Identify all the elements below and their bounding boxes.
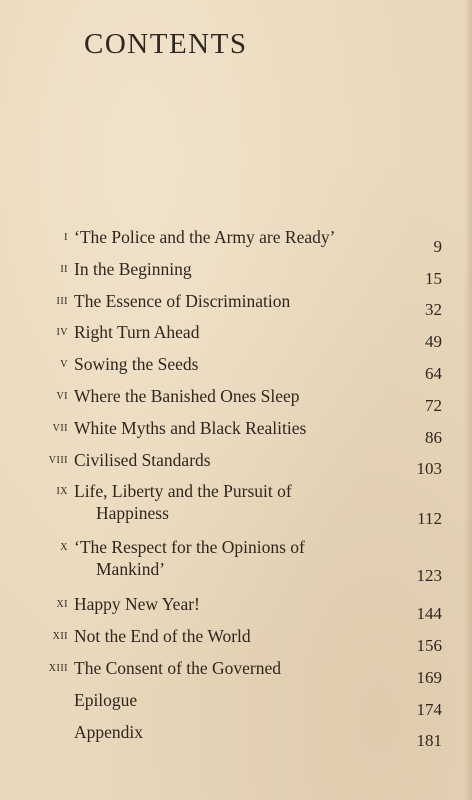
page-number: 49 bbox=[425, 332, 442, 352]
chapter-number: ii bbox=[60, 260, 68, 276]
page-title: CONTENTS bbox=[84, 28, 248, 60]
toc-entry bbox=[22, 689, 442, 721]
page-edge-shadow bbox=[464, 0, 472, 800]
page-number: 32 bbox=[425, 300, 442, 320]
chapter-number: iv bbox=[56, 324, 68, 340]
chapter-title: Right Turn Ahead bbox=[74, 322, 200, 343]
chapter-title: Not the End of the World bbox=[74, 626, 251, 647]
chapter-number: xii bbox=[52, 628, 68, 644]
page-number: 103 bbox=[416, 459, 442, 479]
toc-entry bbox=[22, 321, 442, 353]
toc-entry bbox=[22, 290, 442, 322]
toc-entry bbox=[22, 625, 442, 657]
toc-entry bbox=[22, 536, 442, 593]
toc-entry bbox=[22, 593, 442, 625]
toc-entry bbox=[22, 480, 442, 536]
chapter-title: ‘The Police and the Army are Ready’ bbox=[74, 227, 336, 247]
toc-entry bbox=[22, 721, 442, 753]
chapter-title: Happy New Year! bbox=[74, 594, 200, 615]
page-number: 15 bbox=[425, 268, 442, 288]
chapter-title: In the Beginning bbox=[74, 258, 192, 279]
chapter-title: The Consent of the Governed bbox=[74, 657, 282, 678]
chapter-number: vii bbox=[52, 419, 68, 435]
chapter-title: The Essence of Discrimination bbox=[74, 290, 291, 311]
page-number: 156 bbox=[416, 635, 442, 655]
toc-entry bbox=[22, 258, 442, 290]
chapter-number: vi bbox=[56, 387, 68, 403]
chapter-title: ‘The Respect for the Opinions of Mankind’ bbox=[74, 537, 305, 580]
page-number: 174 bbox=[416, 699, 442, 719]
page-number: 9 bbox=[433, 236, 442, 256]
toc-entry bbox=[22, 449, 442, 481]
chapter-number: v bbox=[60, 356, 68, 372]
chapter-title: Sowing the Seeds bbox=[74, 354, 199, 375]
chapter-number: iii bbox=[56, 292, 68, 308]
chapter-title: Appendix bbox=[74, 721, 144, 742]
page-number: 123 bbox=[416, 566, 442, 586]
page-number: 112 bbox=[417, 509, 442, 529]
table-of-contents bbox=[22, 226, 442, 752]
chapter-title: Where the Banished Ones Sleep bbox=[74, 385, 300, 406]
toc-entry bbox=[22, 226, 442, 258]
page-number: 169 bbox=[416, 667, 442, 687]
chapter-number: xi bbox=[56, 596, 68, 612]
chapter-number: viii bbox=[48, 451, 68, 467]
chapter-title: Life, Liberty and the Pursuit of Happiness bbox=[74, 481, 292, 524]
toc-entry bbox=[22, 657, 442, 689]
chapter-title: Civilised Standards bbox=[74, 449, 211, 470]
toc-entry bbox=[22, 385, 442, 417]
page-number: 181 bbox=[416, 731, 442, 751]
toc-entry bbox=[22, 417, 442, 449]
chapter-title: White Myths and Black Realities bbox=[74, 417, 307, 438]
page-number: 86 bbox=[425, 427, 442, 447]
chapter-title: Epilogue bbox=[74, 689, 138, 710]
chapter-number: x bbox=[60, 539, 68, 555]
page-number: 64 bbox=[425, 363, 442, 383]
page-number: 72 bbox=[425, 395, 442, 415]
page-number: 144 bbox=[416, 604, 442, 624]
chapter-number: xiii bbox=[48, 659, 68, 675]
toc-entry bbox=[22, 353, 442, 385]
chapter-number: i bbox=[64, 229, 68, 244]
chapter-number: ix bbox=[56, 483, 68, 499]
